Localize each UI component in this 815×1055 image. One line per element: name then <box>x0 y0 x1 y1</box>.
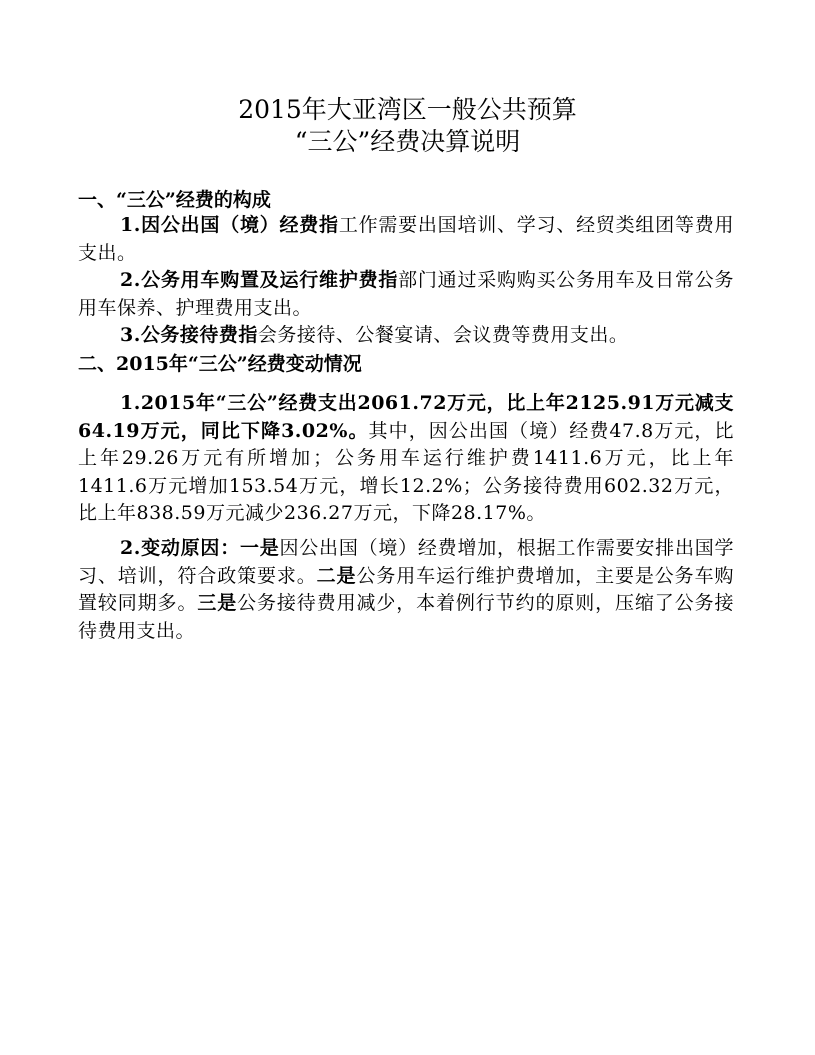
document-title-line1: 2015年大亚湾区一般公共预算 <box>238 95 577 124</box>
section1-item3-term: 3.公务接待费指 <box>120 324 258 346</box>
section2-heading: 二、2015年“三公”经费变动情况 <box>78 353 362 375</box>
section1-item1-term: 1.因公出国（境）经费指 <box>120 214 339 236</box>
section1-item2-term: 2.公务用车购置及运行维护费指 <box>120 269 399 291</box>
section2-item2-reason1: 因公出国（境）经费增加，根据工作需要安排出国学习、培训，符合政策要求。 <box>78 537 734 587</box>
section2-item1-summary: 1.2015年“三公”经费支出2061.72万元，比上年2125.91万元减支64.19万元，同比下降3.02%。 <box>78 392 734 442</box>
section1-heading: 一、“三公”经费的构成 <box>78 189 271 211</box>
section1-item2 <box>78 267 734 322</box>
section2-item2-label3: 三是 <box>197 592 238 614</box>
section2-item1-text: 其中，因公出国（境）经费47.8万元，比上年29.26万元有所增加；公务用车运行维护费1411.6万元，比上年1411.6万元增加153.54万元，增长12.2%；公务接待费用602.32万元，比上年838.59万元减少236.27万元，下降28.17%。 <box>78 419 734 524</box>
section1-item2-text: 部门通过采购购买公务用车及日常公务用车保养、护理费用支出。 <box>78 269 734 319</box>
section2-item2-label2: 二是 <box>316 564 357 587</box>
section1-item1 <box>78 212 734 267</box>
section2-item2-label: 2.变动原因：一是 <box>120 537 280 559</box>
section2-item1 <box>78 390 734 528</box>
section2-item2-reason2: 公务用车运行维护费增加，主要是公务车购置较同期多。 <box>78 564 734 614</box>
section1-item3-text: 会务接待、公餐宴请、会议费等费用支出。 <box>257 324 629 346</box>
section2-item2 <box>78 535 734 645</box>
section2-item2-reason3: 公务接待费用减少，本着例行节约的原则，压缩了公务接待费用支出。 <box>78 592 734 642</box>
document-title-line2: “三公”经费决算说明 <box>294 127 521 156</box>
section1-item3 <box>78 322 734 350</box>
section1-item1-text: 工作需要出国培训、学习、经贸类组团等费用支出。 <box>78 214 734 264</box>
